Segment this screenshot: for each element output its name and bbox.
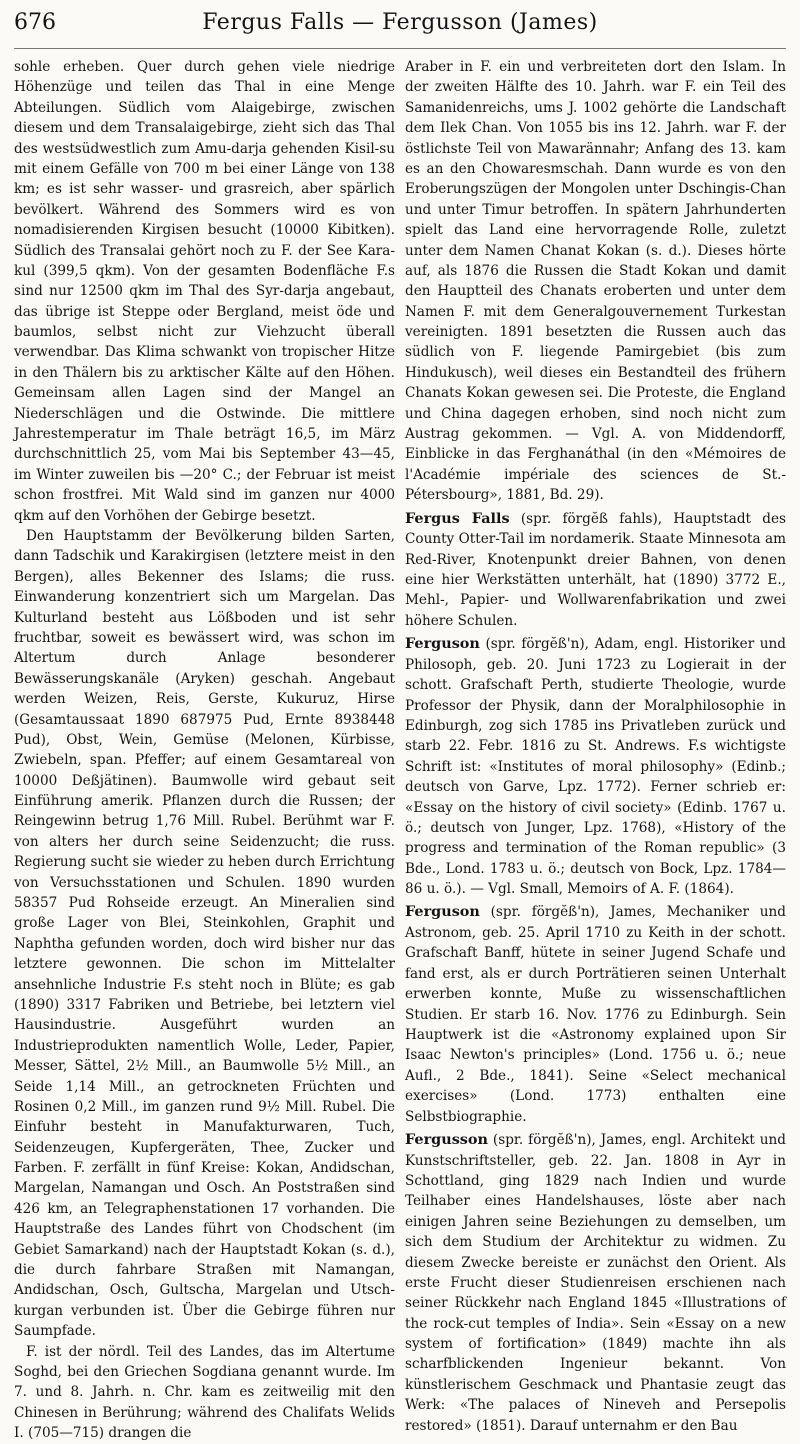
text-columns [14, 57, 786, 1444]
paragraph: F. ist der nördl. Teil des Landes, das im Altertume Soghd, bei den Griechen Sogdiana genannt wurde. Im 7. und 8. Jahrh. n. Chr. kam es zeitweilig mit den Chinesen in Berührung; während des Chalifats Welids I. (705—715) drangen die [14, 1343, 395, 1442]
entry-headword: Ferguson [405, 903, 480, 921]
entry-fergus-falls [405, 508, 786, 632]
paragraph: Araber in F. ein und verbreiteten dort den Islam. In der zweiten Hälfte des 10. Jahrh. war F. ein Teil des Samanidenreichs, ums J. 1002 gehörte die Landschaft dem Ilek Chan. Von 1055 bis ins 12. Jahrh. war F. der östlichste Teil von Mawarännahr; Anfang des 13. kam es an den Chowaresmschah. Dann wurde es von den Eroberungszügen der Mongolen unter Dschingis-Chan und unter Timur betroffen. In spätern Jahrhunderten spielt das Land eine hervorragende Rolle, zuletzt unter dem Namen Chanat Kokan (s. d.). Dieses hörte auf, als 1876 die Russen die Stadt Kokan und damit den Hauptteil des Chanats eroberten und unter dem Namen F. mit dem Generalgouvernement Turkestan vereinigten. 1891 besetzten die Russen auch das südlich von F. liegende Pamirgebiet (bis zum Hindukusch), weil dieses ein Bestandteil des frühern Chanats Kokan gewesen sei. Die Proteste, die England und China dagegen erhoben, sind noch nicht zum Austrag gekommen. — Vgl. A. von Middendorff, Einblicke in das Ferghanáthal (in den «Mémoires de l'Académie impériale des sciences de St.-Pétersbourg», 1881, Bd. 29). [405, 59, 786, 504]
left-column [14, 57, 395, 1444]
running-title: Fergus Falls — Fergusson (James) [202, 10, 598, 35]
entry-ferguson-james [405, 901, 786, 1127]
entry-ferguson-adam [405, 633, 786, 899]
page-header [14, 10, 786, 49]
paragraph: Den Hauptstamm der Bevölkerung bilden Sarten, dann Tadschik und Karakirgisen (letztere meist in den Bergen), alles Bekenner des Islams; die russ. Einwanderung konzentriert sich um Margelan. Das Kulturland besteht aus Lößboden und ist sehr fruchtbar, soweit es bewässert wird, was schon im Altertum durch Anlage besonderer Bewässerungskanäle (Aryken) geschah. Angebaut werden Weizen, Reis, Gerste, Kukuruz, Hirse (Gesamtaussaat 1890 687975 Pud, Ernte 8938448 Pud), Obst, Wein, Gemüse (Melonen, Kürbisse, Zwiebeln, span. Pfeffer; auf einem Gesamtareal von 10000 Deßjätinen). Baumwolle wird gebaut seit Einführung amerik. Pflanzen durch die Russen; der Reingewinn betrug 1,76 Mill. Rubel. Berühmt war F. von alters her durch seine Seidenzucht; die russ. Regierung sucht sie wieder zu heben durch Errichtung von Versuchsstationen und Schulen. 1890 wurden 58357 Pud Rohseide erzeugt. An Mineralien sind große Lager von Blei, Steinkohlen, Graphit und Naphtha gefunden worden, doch wird bisher nur das letztere gewonnen. Die schon im Mittelalter ansehnliche Industrie F.s steht noch in Blüte; es gab (1890) 3317 Fabriken und Betriebe, bei letztern viel Hausindustrie. Ausgeführt wurden an Industrieprodukten namentlich Wolle, Leder, Papier, Messer, Sättel, 2½ Mill., an Baumwolle 5½ Mill., an Seide 1,14 Mill., an getrockneten Früchten und Rosinen 0,2 Mill., im ganzen rund 9½ Mill. Rubel. Die Einfuhr besteht in Manufakturwaren, Tuch, Seidenzeugen, Kupfergeräten, Thee, Zucker und Farben. F. zerfällt in fünf Kreise: Kokan, Andidschan, Margelan, Namangan und Osch. An Poststraßen sind 426 km, an Telegraphenstationen 17 vorhanden. Die Hauptstraße des Landes führt von Chodschent (im Gebiet Samarkand) nach der Hauptstadt Kokan (s. d.), die durch fahrbare Straßen mit Namangan, Andidschan, Osch, Gultscha, Margelan und Utsch-kurgan verbunden ist. Über die Gebirge führen nur Saumpfade. [14, 527, 395, 1340]
right-column [405, 57, 786, 1444]
paragraph: sohle erheben. Quer durch gehen viele niedrige Höhenzüge und teilen das Thal in eine Menge Abteilungen. Südlich vom Alaigebirge, zwischen diesem und dem Transalaigebirge, zieht sich das Thal des westsüdwestlich zum Amu-darja gehenden Kisil-su mit einem Gefälle von 700 m bei einer Länge von 138 km; es ist sehr wasser- und grasreich, aber spärlich bevölkert. Während des Sommers wird es von nomadisierenden Kirgisen besucht (10000 Kibitken). Südlich des Transalai gehört noch zu F. der See Kara-kul (399,5 qkm). Von der gesamten Bodenfläche F.s sind nur 12500 qkm im Thal des Syr-darja angebaut, das übrige ist Steppe oder Bergland, meist öde und baumlos, selbst nicht zur Viehzucht überall verwendbar. Das Klima schwankt von tropischer Hitze in den Thälern bis zu arktischer Kälte auf den Höhen. Gemeinsam allen Lagen sind der Mangel an Niederschlägen und die Ostwinde. Die mittlere Jahrestemperatur im Thale beträgt 16,5, im März durchschnittlich 25, vom Mai bis September 43—45, im Winter zuweilen bis —20° C.; der Februar ist meist schon frostfrei. Mit Wald sind im ganzen nur 4000 qkm auf den Vorhöhen der Gebirge besetzt. [14, 59, 395, 524]
entry-headword: Ferguson [405, 635, 480, 653]
entry-fergusson-james [405, 1129, 786, 1436]
entry-text: (spr. förgĕß fahls), Hauptstadt des County Otter-Tail im nordamerik. Staate Minnesota am Red-River, Knotenpunkt dreier Bahnen, von denen eine hier Werkstätten unterhält, hat (1890) 3772 E., Mehl-, Papier- und Wollwarenfabrikation und zwei höhere Schulen. [405, 510, 786, 629]
entry-headword: Fergus Falls [405, 509, 510, 527]
entry-text: (spr. förgĕß'n), James, Mechaniker und Astronom, geb. 25. April 1710 zu Keith in der schott. Grafschaft Banff, hütete in seiner Jugend Schafe und fand erst, als er durch Porträtieren seinen Unterhalt erwerben konnte, Muße zu wissenschaftlichen Studien. Er starb 16. Nov. 1776 zu Edinburgh. Sein Hauptwerk ist die «Astronomy explained upon Sir Isaac Newton's principles» (Lond. 1756 u. ö.; neue Aufl., 2 Bde., 1841). Seine «Select mechanical exercises» (Lond. 1773) enthalten eine Selbstbiographie. [405, 904, 786, 1125]
entry-headword: Fergusson [405, 1130, 488, 1148]
entry-text: (spr. förgĕß'n), James, engl. Architekt und Kunstschriftsteller, geb. 22. Jan. 1808 in Ayr in Schottland, ging 1829 nach Indien und wurde Teilhaber eines Handelshauses, löste aber nach einigen Jahren seine Beziehungen zu demselben, um sich dem Studium der Architektur zu widmen. Zu diesem Zwecke bereiste er zunächst den Orient. Als erste Frucht dieser Studienreisen erschienen nach seiner Rückkehr nach England 1845 «Illustrations of the rock-cut temples of India». Sein «Essay on a new system of fortification» (1849) machte ihn als scharfblickenden Ingenieur bekannt. Von künstlerischem Geschmack und Phantasie zeugt das Werk: «The palaces of Nineveh and Persepolis restored» (1851). Darauf unternahm er den Bau [405, 1131, 786, 1434]
page-number: 676 [14, 10, 56, 35]
entry-text: (spr. förgĕß'n), Adam, engl. Historiker und Philosoph, geb. 20. Juni 1723 zu Logierait in der schott. Grafschaft Perth, studierte Theologie, wurde Professor der Physik, dann der Moralphilosophie in Edinburgh, zog sich 1785 ins Privatleben zurück und starb 22. Febr. 1816 zu St. Andrews. F.s wichtigste Schrift ist: «Institutes of moral philosophy» (Edinb.; deutsch von Garve, Lpz. 1772). Ferner schrieb er: «Essay on the history of civil society» (Edinb. 1767 u. ö.; deutsch von Junger, Lpz. 1768), «History of the progress and termination of the Roman republic» (3 Bde., Lond. 1783 u. ö.; deutsch von Bock, Lpz. 1784—86 u. ö.). — Vgl. Small, Memoirs of A. F. (1864). [405, 636, 786, 898]
